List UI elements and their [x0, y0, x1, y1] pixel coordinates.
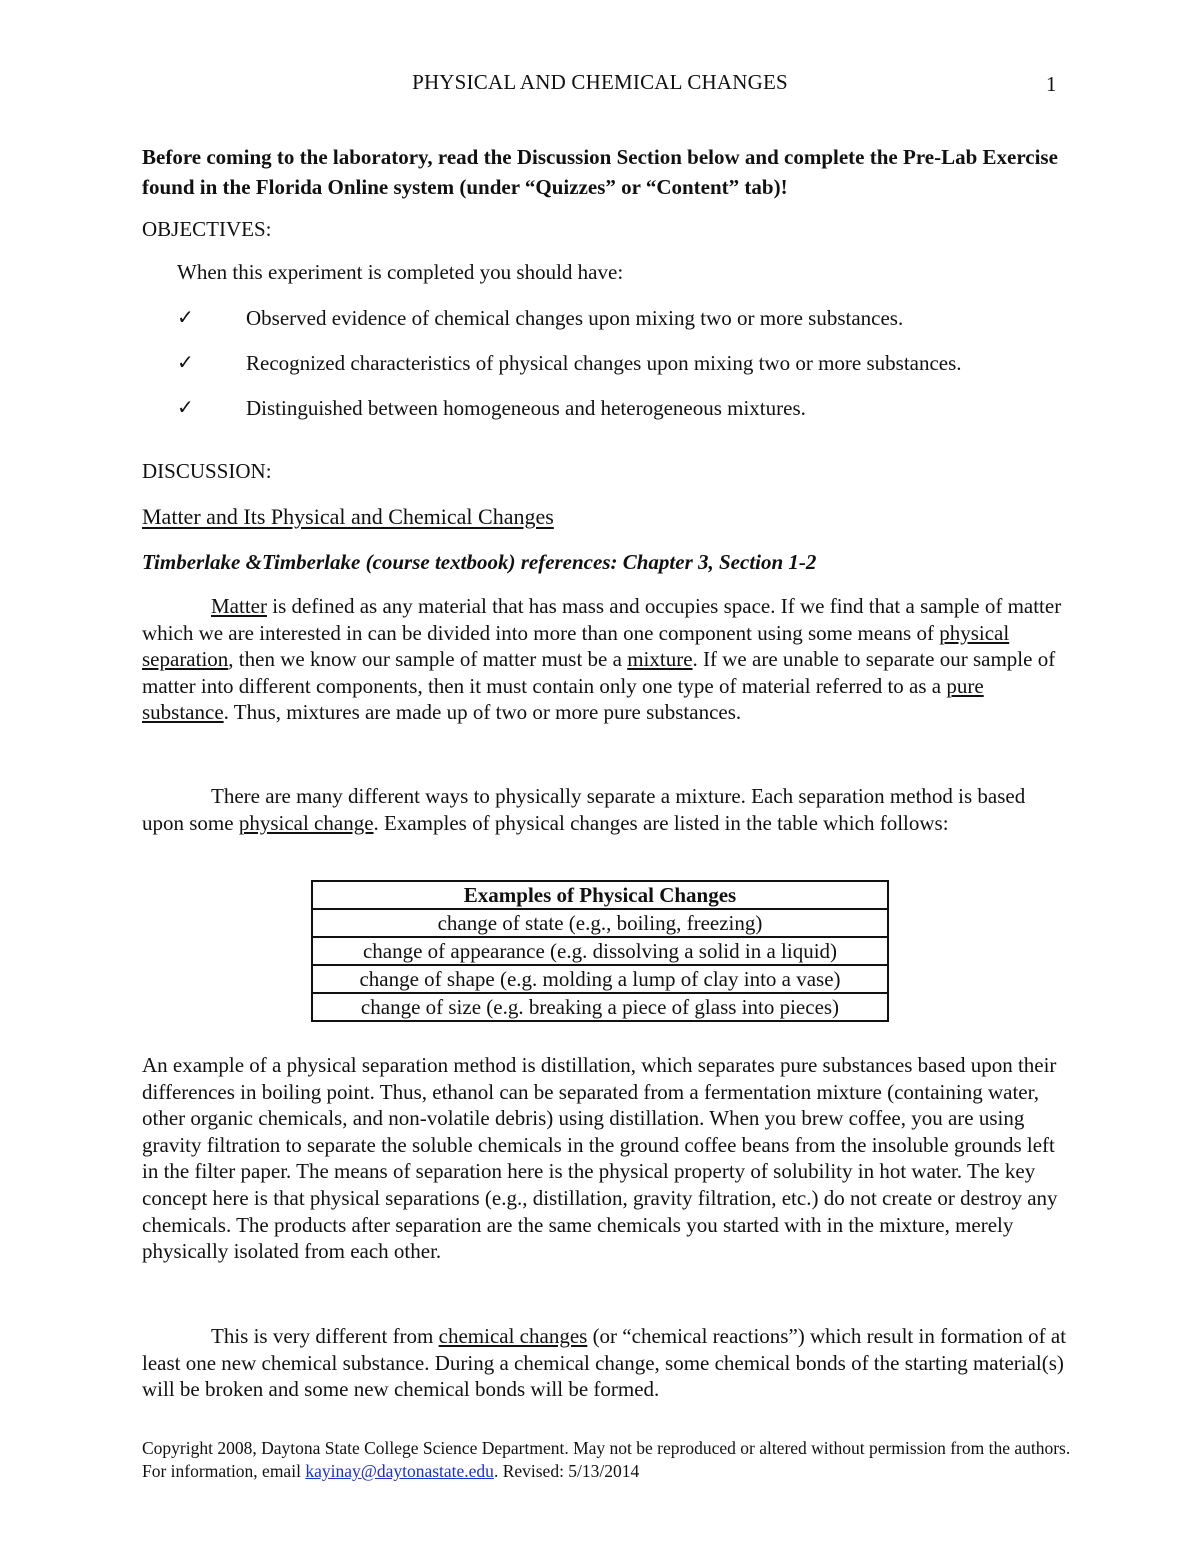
term-physical-separation: physical separation — [142, 620, 1010, 672]
term-pure-substance: pure substance — [142, 673, 984, 725]
term-chemical-changes: chemical changes — [438, 1324, 588, 1348]
table-header: Examples of Physical Changes — [312, 881, 888, 909]
page-title: PHYSICAL AND CHEMICAL CHANGES — [412, 70, 788, 94]
paragraph-separation: There are many different ways to physically separate a mixture. Each separation method is based upon some physical change. Examples of physical changes are listed in the table which follows: — [142, 784, 1026, 835]
paragraph-distillation: An example of a physical separation method is distillation, which separates pure substances based upon their differences in boiling point. Thus, ethanol can be separated from a fermentation mixture (containing water, other organic chemicals, and non-volatile debris) using distillation. When you brew coffee, you are using gravity filtration to separate the soluble chemicals in the ground coffee beans from the insoluble grounds left in the filter paper. The means of separation here is the physical property of solubility in hot water. The key concept here is that physical separations (e.g., distillation, gravity filtration, etc.) do not create or destroy any chemicals. The products after separation are the same chemicals you started with in the mixture, merely physically isolated from each other. — [142, 1053, 1058, 1264]
objective-item: Observed evidence of chemical changes upon mixing two or more substances. — [246, 306, 904, 330]
table-row: change of shape (e.g. molding a lump of clay into a vase) — [312, 965, 888, 993]
objective-item: Recognized characteristics of physical changes upon mixing two or more substances. — [246, 351, 962, 375]
physical-changes-table — [311, 880, 889, 1022]
table-row: change of appearance (e.g. dissolving a solid in a liquid) — [312, 937, 888, 965]
checkmark-icon: ✓ — [177, 307, 194, 329]
checkmark-icon: ✓ — [177, 352, 194, 374]
email-link[interactable]: kayinay@daytonastate.edu — [305, 1461, 494, 1481]
paragraph-chemical-changes: This is very different from chemical changes (or “chemical reactions”) which result in formation of at least one new chemical substance. During a chemical change, some chemical bonds of the starting material(s) will be broken and some new chemical bonds will be formed. — [142, 1324, 1067, 1402]
table-row: change of size (e.g. breaking a piece of glass into pieces) — [312, 993, 888, 1021]
paragraph-matter: Matter is defined as any material that has mass and occupies space. If we find that a sample of matter which we are interested in can be divided into more than one component using some means of physical separation, then we know our sample of matter must be a mixture. If we are unable to separate our sample of matter into different components, then it must contain only one type of material referred to as a pure substance. Thus, mixtures are made up of two or more pure substances. — [142, 594, 1062, 725]
objective-item: Distinguished between homogeneous and heterogeneous mixtures. — [246, 396, 806, 420]
table-row: change of state (e.g., boiling, freezing) — [312, 909, 888, 937]
term-matter: Matter — [211, 594, 267, 618]
checkmark-icon: ✓ — [177, 397, 194, 419]
objectives-lead: When this experiment is completed you should have: — [177, 260, 624, 284]
objectives-heading: OBJECTIVES: — [142, 217, 272, 241]
textbook-reference: Timberlake &Timberlake (course textbook) references: Chapter 3, Section 1-2 — [142, 550, 817, 574]
section-subheading: Matter and Its Physical and Chemical Changes — [142, 504, 554, 529]
page-number: 1 — [1046, 72, 1057, 96]
intro-instructions: Before coming to the laboratory, read the Discussion Section below and complete the Pre-Lab Exercise found in the Florida Online system (under “Quizzes” or “Content” tab)! — [142, 145, 1058, 199]
copyright-footer: Copyright 2008, Daytona State College Science Department. May not be reproduced or altered without permission from the authors. For information, email kayinay@daytonastate.edu. Revised: 5/13/2014 — [142, 1438, 1071, 1481]
discussion-heading: DISCUSSION: — [142, 459, 272, 483]
term-mixture: mixture — [627, 647, 693, 672]
term-physical-change: physical change — [238, 810, 374, 835]
